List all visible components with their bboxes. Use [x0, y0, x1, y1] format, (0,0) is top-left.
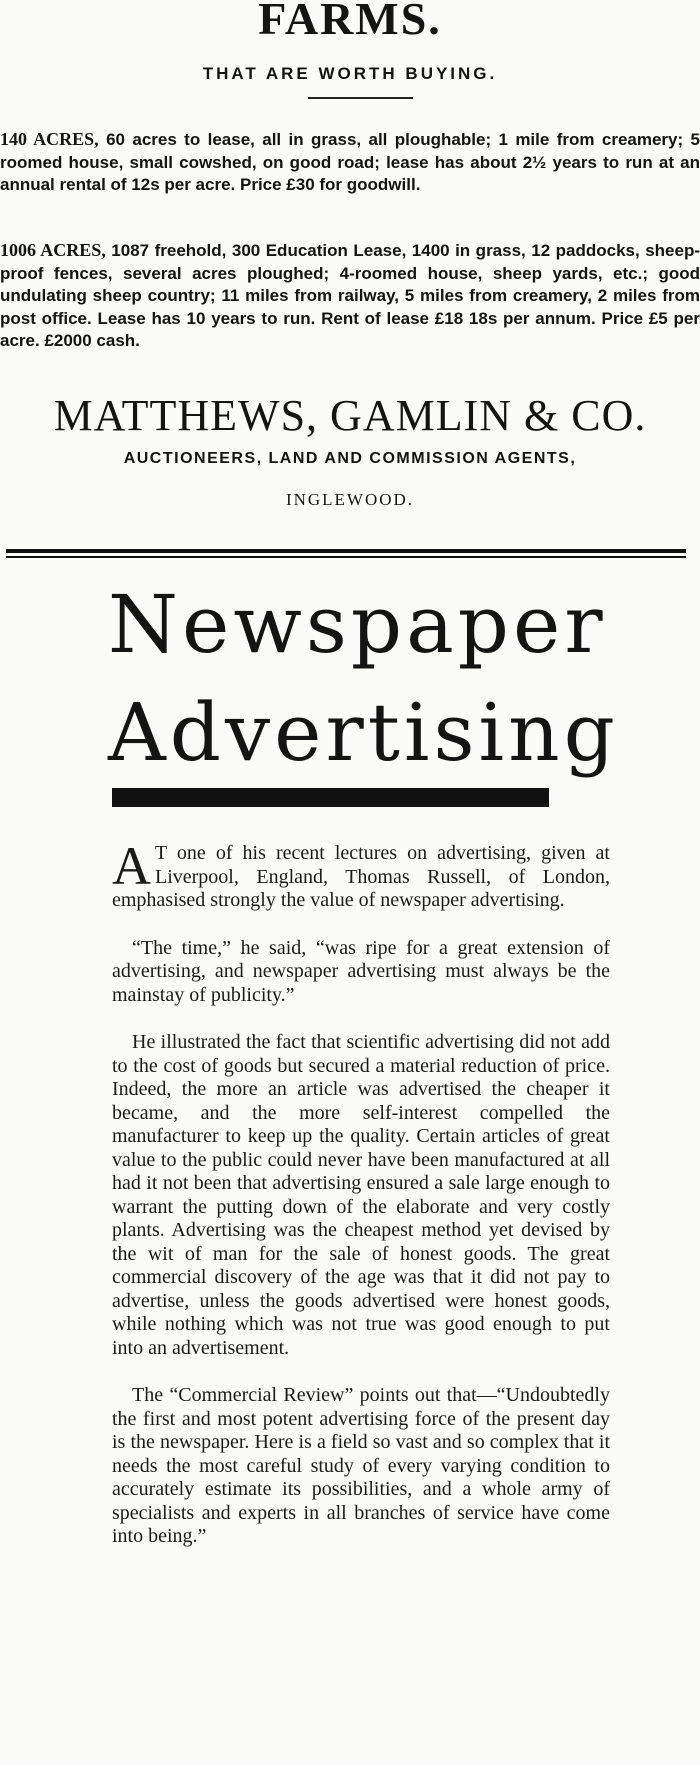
- listing-body: 60 acres to lease, all in grass, all ploughable; 1 mile from creamery; 5 roomed house, small cowshed, on good road; lease has about 2½ years to run at an annual rental of 12s per acre. Price £30 for goodwill.: [0, 130, 700, 194]
- article-paragraph: The “Commercial Review” points out that—“Undoubtedly the first and most potent advertising force of the present day is the newspaper. Here is a field so vast and so complex that it needs the most careful study of every varying condition to accurately estimate its possibilities, and a whole army of specialists and experts in all branches of service have come into being.”: [112, 1384, 610, 1547]
- agent-role: AUCTIONEERS, LAND AND COMMISSION AGENTS,: [123, 450, 577, 467]
- article-body: [112, 836, 610, 1573]
- agent-town: INGLEWOOD.: [285, 490, 415, 509]
- agent-name: MATTHEWS, GAMLIN & CO.: [53, 391, 647, 440]
- subtitle-rule: [308, 97, 413, 99]
- headline-bar: [112, 788, 549, 807]
- paragraph-text: T one of his recent lectures on advertising, given at Liverpool, England, Thomas Russell, of London, emphasised strongly the value of newspaper advertising.: [112, 842, 610, 911]
- drop-cap: A: [112, 836, 151, 896]
- farms-ad-title: FARMS.: [258, 0, 442, 44]
- headline-line-1: Newspaper: [108, 578, 607, 671]
- farms-ad-subtitle: THAT ARE WORTH BUYING.: [202, 64, 498, 83]
- farm-listing: [0, 239, 700, 353]
- headline-line-2: Advertising: [108, 686, 619, 779]
- article-paragraph: [112, 836, 610, 913]
- listing-body: 1087 freehold, 300 Education Lease, 1400 in grass, 12 paddocks, sheep-proof fences, several acres ploughed; 4-roomed house, sheep yards, etc.; good undulating sheep country; 11 miles from railway, 5 miles from creamery, 2 miles from post office. Lease has 10 years to run. Rent of lease £18 18s per annum. Price £5 per acre. £2000 cash.: [0, 241, 700, 350]
- article-paragraph: He illustrated the fact that scientific advertising did not add to the cost of goods but secured a material reduction of price. Indeed, the more an article was advertised the cheaper it became, and the more self-interest compelled the manufacturer to keep up the quality. Certain articles of great value to the public could never have been manufactured at all had it not been that advertising ensured a sale large enough to warrant the putting down of the elaborate and very costly plants. Advertising was the cheapest method yet devised by the wit of man for the sale of honest goods. The great commercial discovery of the age was that it did not pay to advertise, unless the goods advertised were honest goods, while nothing which was not true was good enough to put into an advertisement.: [112, 1031, 610, 1359]
- section-divider-thin: [6, 556, 686, 558]
- article-paragraph: “The time,” he said, “was ripe for a great extension of advertising, and newspaper advertising must always be the mainstay of publicity.”: [112, 936, 610, 1006]
- listing-lead: 140 ACRES,: [0, 129, 99, 149]
- listing-lead: 1006 ACRES,: [0, 240, 106, 260]
- section-divider: [6, 549, 686, 553]
- farm-listing: [0, 128, 700, 197]
